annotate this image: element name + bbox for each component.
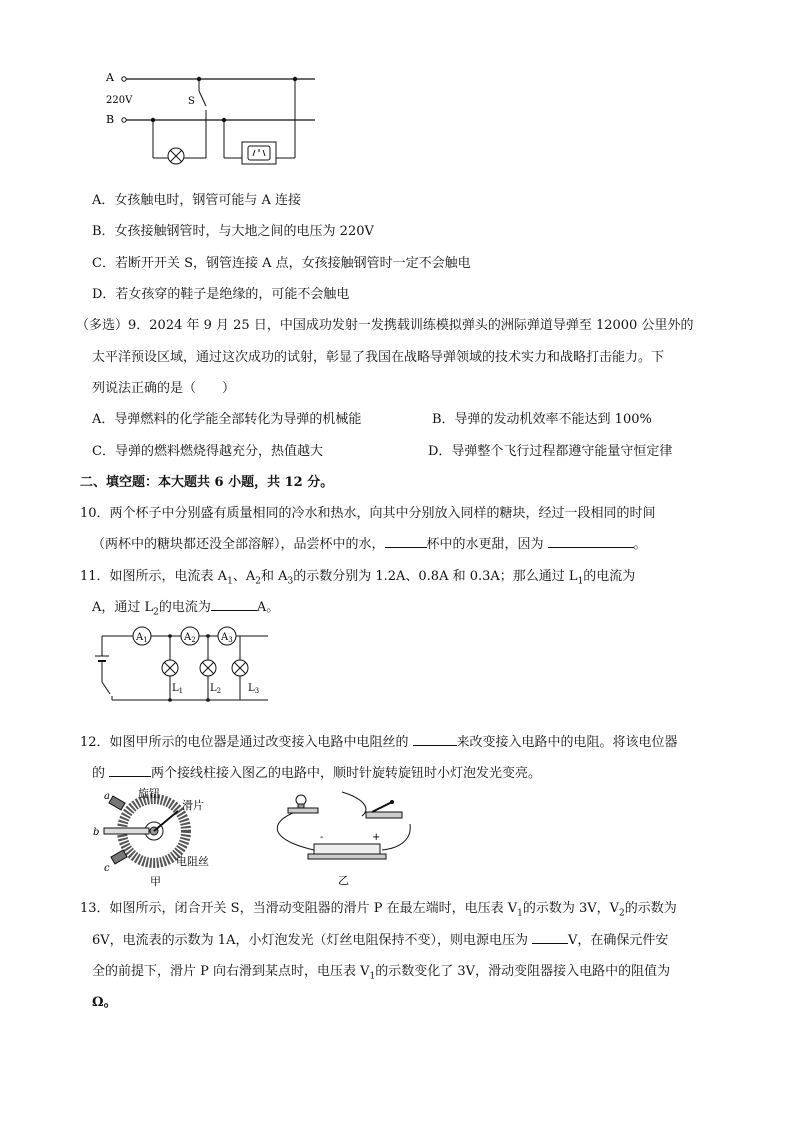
parallel-circuit-figure <box>92 624 282 706</box>
q11-text-g: 的电流为 <box>158 600 211 615</box>
slider-label: 滑片 <box>182 799 204 812</box>
battery-minus: - <box>320 832 324 843</box>
q13-text-e: V，在确保元件安 <box>567 933 669 948</box>
q10-line1: 10．两个杯子中分别盛有质量相同的冷水和热水，向其中分别放入同样的糖块，经过一段相同的时间 <box>80 506 656 521</box>
q13-text-a: 13．如图所示，闭合开关 S，当滑动变阻器的滑片 P 在最左端时，电压表 V <box>80 901 518 916</box>
q11-sub: 1 <box>227 576 233 587</box>
q12-text-b: 来改变接入电路中的电阻。将该电位器 <box>456 735 678 750</box>
q9-option-a: A．导弹燃料的化学能全部转化为导弹的机械能 <box>92 412 362 427</box>
q13-line3 <box>92 960 670 982</box>
q11-sub: 1 <box>577 576 584 587</box>
label-s: S <box>188 96 195 107</box>
ammeter-a3: $A_3$ <box>221 632 233 644</box>
q11-line2 <box>92 596 279 618</box>
figure-yi-label: 乙 <box>338 874 349 887</box>
q12-line2 <box>92 762 541 781</box>
terminal-c-label: c <box>104 863 110 874</box>
q12-text-d: 两个接线柱接入图乙的电路中，顺时针旋转旋钮时小灯泡发光变亮。 <box>151 766 542 781</box>
q11-text-f: A，通过 L <box>92 600 154 615</box>
q13-sub: 1 <box>369 971 376 982</box>
q11-text-e: 的电流为 <box>583 569 636 584</box>
household-circuit-figure <box>100 66 320 166</box>
lamp-circuit-figure <box>262 788 432 890</box>
q11-text-h: A。 <box>256 600 280 615</box>
section-heading: 二、填空题：本大题共 6 小题，共 12 分。 <box>80 475 334 490</box>
q10-blank-2[interactable] <box>548 535 634 548</box>
ammeter-a1: $A_1$ <box>136 632 148 644</box>
q13-text-f: 全的前提下，滑片 P 向右滑到某点时，电压表 V <box>92 964 370 979</box>
q13-sub: 2 <box>619 908 625 919</box>
lamp-l2-label: $L_2$ <box>210 683 222 695</box>
q11-sub: 2 <box>255 576 261 587</box>
q8-option-c: C．若断开开关 S，钢管连接 A 点，女孩接触钢管时一定不会触电 <box>92 256 471 271</box>
q9-option-c: C．导弹的燃料燃烧得越充分，热值越大 <box>92 444 323 459</box>
q12-line1 <box>80 731 678 750</box>
q9-line2: 太平洋预设区域，通过这次成功的试射，彰显了我国在战略导弹领域的技术实力和战略打击能力。下 <box>92 350 665 365</box>
q13-sub: 1 <box>517 908 523 919</box>
battery-plus: + <box>372 832 381 843</box>
q13-text-b: 的示数为 3V，V <box>522 901 620 916</box>
q12-text-a: 12．如图甲所示的电位器是通过改变接入电路中电阻丝的 <box>80 735 409 750</box>
terminal-a-label: a <box>104 791 110 802</box>
q11-line1 <box>80 565 635 587</box>
q11-blank[interactable] <box>211 598 257 611</box>
q9-option-b: B．导弹的发动机效率不能达到 100% <box>432 412 652 427</box>
figure-jia-label: 甲 <box>150 875 161 888</box>
terminal-b-label: b <box>93 827 100 838</box>
q11-text-c: 和 A <box>260 569 288 584</box>
q9-option-d: D．导弹整个飞行过程都遵守能量守恒定律 <box>428 444 673 459</box>
label-a: A <box>106 71 114 84</box>
q9-line1: （多选）9．2024 年 9 月 25 日，中国成功发射一发携载训练模拟弹头的洲际弹道导弹至 12000 公里外的 <box>76 318 694 333</box>
q12-blank-2[interactable] <box>109 764 151 777</box>
q12-blank-1[interactable] <box>413 733 457 746</box>
q13-text-c: 的示数为 <box>624 901 677 916</box>
q8-option-a: A．女孩触电时，钢管可能与 A 连接 <box>92 193 302 208</box>
q12-text-c: 的 <box>92 766 106 781</box>
q10-text-c: 。 <box>633 537 647 552</box>
q10-text-b: 杯中的水更甜，因为 <box>426 537 544 552</box>
lamp-l3-label: $L_3$ <box>248 683 260 695</box>
potentiometer-figure <box>90 785 240 890</box>
q13-line4: Ω。 <box>92 995 117 1010</box>
q13-blank-1[interactable] <box>532 931 568 944</box>
knob-label: 旋钮 <box>138 787 160 800</box>
q8-option-b: B．女孩接触钢管时，与大地之间的电压为 220V <box>92 224 374 239</box>
q9-line3: 列说法正确的是（ ） <box>92 381 236 396</box>
lamp-l1-label: $L_1$ <box>172 683 184 695</box>
q13-text-g: 的示数变化了 3V，滑动变阻器接入电路中的阻值为 <box>375 964 671 979</box>
q10-line2 <box>92 533 647 552</box>
label-b: B <box>106 113 115 126</box>
q13-line1 <box>80 897 677 919</box>
q11-text-a: 11．如图所示，电流表 A <box>80 569 228 584</box>
q10-blank-1[interactable] <box>385 535 427 548</box>
q13-line2 <box>92 929 668 948</box>
q11-text-b: 、A <box>232 569 256 584</box>
q11-text-d: 的示数分别为 1.2A、0.8A 和 0.3A；那么通过 L <box>293 569 578 584</box>
q10-text-a: （两杯中的糖块都还没全部溶解），品尝杯中的水， <box>92 537 385 552</box>
q8-option-d: D．若女孩穿的鞋子是绝缘的，可能不会触电 <box>92 287 350 302</box>
q11-sub: 3 <box>287 576 294 587</box>
wire-label: 电阻丝 <box>176 855 209 868</box>
q11-sub: 2 <box>153 607 159 618</box>
ammeter-a2: $A_2$ <box>184 632 196 644</box>
label-220v: 220V <box>106 95 133 106</box>
q13-text-d: 6V，电流表的示数为 1A，小灯泡发光（灯丝电阻保持不变），则电源电压为 <box>92 933 528 948</box>
